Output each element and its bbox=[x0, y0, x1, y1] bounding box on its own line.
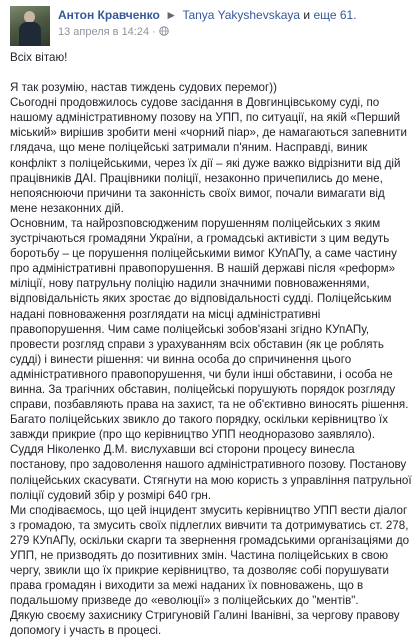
post-title-line bbox=[58, 8, 410, 23]
author-avatar[interactable] bbox=[10, 6, 50, 46]
post-text bbox=[10, 50, 414, 639]
paragraph: Суддя Ніколенко Д.М. вислухавши всі сторони процесу винесла постанову, про задоволення нашого адміністративного позову. Постанову поліцейських скасувати. Стягнути на мою користь з управління патрульної поліції судовий збір у розмірі 640 грн. bbox=[10, 443, 412, 502]
recipient-link[interactable]: Tanya Yakyshevskaya bbox=[182, 8, 301, 22]
paragraph: Ми сподіваємось, що цей інцидент змусить керівництво УПП вести діалог з громадою, та змусить своїх підлеглих вивчити та дотримуватись ст. 278, 279 КУпАПу, оскільки скарги та звернення громадськими організаціями до УПП, не призводять до позитивних змін. Частина поліцейських в свою чергу, звикли що їх прикрие керівництво, та дозволяє собі порушувати права громадян і виходити за межі наданих їх повноважень, що в подальшому призведе до «еволюції» з поліцейських до "ментів". bbox=[10, 503, 410, 608]
others-link[interactable]: еще 61. bbox=[313, 8, 357, 22]
author-name[interactable]: Антон Кравченко bbox=[58, 8, 160, 22]
post-timestamp[interactable]: 13 апреля в 14:24 bbox=[58, 26, 150, 38]
post-meta bbox=[58, 25, 169, 39]
post-header bbox=[10, 6, 410, 46]
paragraph: Сьогодні продовжилось судове засідання в Довгинцівському суді, по нашому адміністративному позову на УПП, по ситуації, на якій «Перший міський» вирішив зробити мені «чорний піар», де намагаються запевнити глядача, що мене поліцейські затримали п'яним. Насправді, виник конфлікт з поліцейськими, через їх дії – які дуже важко відрізнити від дій працівників ДАІ. Працівники поліції, незаконно причепились до мене, непояснюючи причини та законність своїх вимог, почали вимагати від мене незаконних дій. bbox=[10, 96, 407, 215]
avatar-body bbox=[19, 22, 41, 46]
greeting-text: Всіх вітаю! bbox=[10, 51, 68, 64]
paragraph: Я так розумію, настав тиждень судових перемог)) bbox=[10, 81, 277, 95]
meta-separator: · bbox=[152, 26, 156, 38]
globe-icon[interactable] bbox=[159, 26, 169, 36]
paragraph: Основним, та найрозповсюдженим порушенням поліцейських з яким зустрічаються громадяни України, а громадські активісти з цим ведуть боротьбу – це порушення поліцейськими вимог КУпАПу, а саме частину про адміністративні правопорушення. В нашій державі після «реформ» міліції, нову патрульну поліцію надили значними повноваженнями, відповідальність яких зростає до відповідальності судді. Поліцейським надані повноваження розглядати на місці адміністративні правопорушення. Чим саме поліцейські зобов'язані згідно КУпАПу, провести розгляд справи з урахуванням всіх обставин (як це роблять судді) і винести рішення: чи винна особа до спричинення цього адміністративного правопорушення, чи були інші обставини, і особа не винна. За трагічних обставин, поліцейські порушують порядок розгляду справи, позбавляють права на захист, та не об'єктивно виносять рішення. Багато поліцейських звикло до такого порядку, оскільки керівництво їх завжди прикрие (про що керівництво УПП неодноразово заявляло). bbox=[10, 216, 409, 442]
paragraph: Дякую своєму захиснику Стригуновій Галині Іванівні, за чергову правову допомогу і участь в процесі. bbox=[10, 609, 400, 638]
arrow-icon: ► bbox=[165, 8, 178, 22]
conjunction-text: и bbox=[303, 8, 311, 22]
